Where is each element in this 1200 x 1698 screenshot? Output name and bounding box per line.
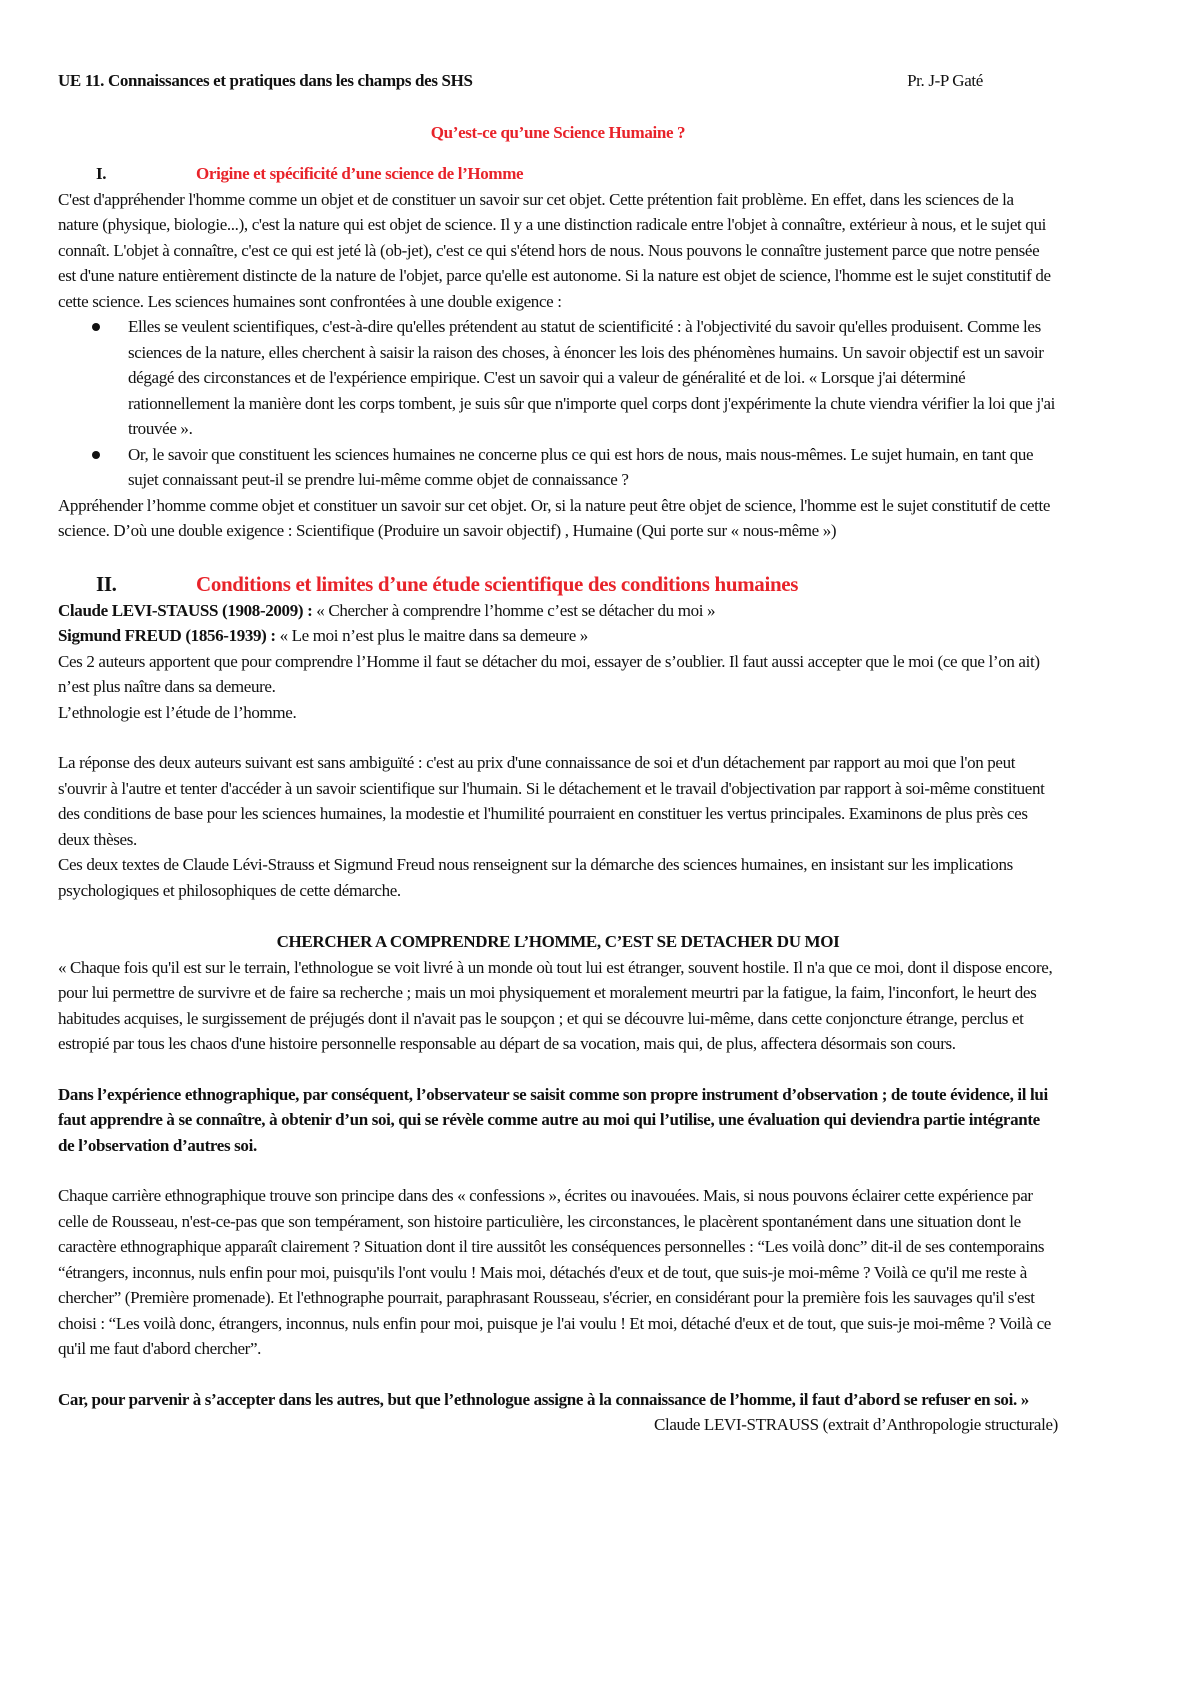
section-2-number: II. [96,571,117,596]
section-2-paragraph-2: L’ethnologie est l’étude de l’homme. [58,702,297,722]
quote-author: Sigmund FREUD (1856-1939) : [58,626,276,645]
document-title: Qu’est-ce qu’une Science Humaine ? [430,122,686,142]
spacer [58,1362,1058,1387]
bullet-text: Or, le savoir que constituent les sciences humaines ne concerne plus ce qui est hors de nous, mais nous-mêmes. Le sujet humain, en tant que sujet connaissant peut-il se prendre lui-même comme objet de connaissance ? [128,444,1034,489]
signature: Claude LEVI-STRAUSS (extrait d’Anthropologie structurale) [653,1415,1058,1434]
spacer [58,1158,1058,1183]
text-paragraph-1: « Chaque fois qu'il est sur le terrain, l'ethnologue se voit livré à un monde où tout lui est étranger, souvent hostile. Il n'a que ce moi, dont il dispose encore, pour lui permettre de survivre et de faire sa recherche ; mais un moi physiquement et moralement meurtri par la fatigue, la faim, l'inconfort, le heurt des habitudes acquises, le surgissement de préjugés dont il n'avait pas le soupçon ; et qui se découvre lui-même, dans cette conjoncture étrange, perclus et estropié par tous les chaos d'une histoire personnelle responsable au départ de sa vocation, mais qui, de plus, affectera désormais son cours. [58,957,1053,1053]
section-2-paragraph-3: La réponse des deux auteurs suivant est sans ambiguïté : c'est au prix d'une connaissance de soi et d'un détachement par rapport au moi que l'on peut s'ouvrir à l'autre et tenter d'accéder à un savoir scientifique sur l'humain. Si le détachement et le travail d'objectivation par rapport à soi-même constituent des conditions de base pour les sciences humaines, la modestie et l'humilité pourraient en constituer les vertus principales. Examinons de plus près ces deux thèses. [58,753,1045,849]
section-1-heading [58,161,1058,187]
quote-freud [58,623,1058,649]
bullet-icon [92,323,100,331]
section-2-paragraph-1: Ces 2 auteurs apportent que pour comprendre l’Homme il faut se détacher du moi, essayer de s’oublier. Il faut aussi accepter que le moi (ce que l’on ait) n’est plus naître dans sa demeure. [58,651,1040,696]
author-name: Pr. J-P Gaté [907,71,983,90]
bullet-icon [92,451,100,459]
text-paragraph-3: Chaque carrière ethnographique trouve son principe dans des « confessions », écrites ou inavouées. Mais, si nous pouvons éclairer cette expérience par celle de Rousseau, n'est-ce-pas que son tempérament, son histoire particulière, les circonstances, le placèrent spontanément dans une situation dont le caractère ethnographique apparaît clairement ? Situation dont il tire aussitôt les conséquences personnelles : “Les voilà donc” dit-il de ses contemporains “étrangers, inconnus, nuls enfin pour moi, puisqu'ils l'ont voulu ! Mais moi, détachés d'eux et de tout, que suis-je moi-même ? Voilà ce qu'il me reste à chercher” (Première promenade). Et l'ethnographe pourrait, paraphrasant Rousseau, s'écrier, en considérant pour la première fois les sauvages qu'il s'est choisi : “Les voilà donc, étrangers, inconnus, nuls enfin pour moi, puisque je l'ai voulu ! Et moi, détaché d'eux et de tout, que suis-je moi-même ? Voilà ce qu'il me faut d'abord chercher”. [58,1186,1051,1358]
section-1-intro: C'est d'appréhender l'homme comme un objet et de constituer un savoir sur cet objet. Cette prétention fait problème. En effet, dans les sciences de la nature (physique, biologie...), c'est la nature qui est objet de science. Il y a une distinction radicale entre l'objet à connaître, extérieur à nous, et le sujet qui connaît. L'objet à connaître, c'est ce qui est jeté là (ob-jet), c'est ce qui s'étend hors de nous. Nous pouvons le connaître justement parce que notre pensée est d'une nature entièrement distincte de la nature de l'objet, parce qu'elle est autonome. Si la nature est objet de science, l'homme est le sujet constitutif de cette science. Les sciences humaines sont confrontées à une double exigence : [58,189,1051,311]
bullet-text: Elles se veulent scientifiques, c'est-à-dire qu'elles prétendent au statut de scientificité : à l'objectivité du savoir qu'elles produisent. Comme les sciences de la nature, elles cherchent à saisir la raison des choses, à énoncer les lois des phénomènes humains. Un savoir objectif est un savoir dégagé des circonstances et de l'expérience empirique. C'est un savoir qui a valeur de généralité et de loi. « Lorsque j'ai déterminé rationnellement la manière dont les corps tombent, je suis sûr que n'importe quel corps dont j'expérimente la chute viendra vérifier la loi que j'ai trouvée ». [128,317,1056,438]
quote-text: « Chercher à comprendre l’homme c’est se détacher du moi » [312,600,716,620]
quote-author: Claude LEVI-STAUSS (1908-2009) : [58,600,313,620]
list-item [58,314,1058,442]
text-heading: CHERCHER A COMPRENDRE L’HOMME, C’EST SE DETACHER DU MOI [276,932,840,951]
quote-text: « Le moi n’est plus le maitre dans sa demeure » [275,626,588,645]
section-1-bullet-list [58,314,1058,493]
section-1-number: I. [96,164,107,183]
course-title: UE 11. Connaissances et pratiques dans les champs des SHS [58,71,473,90]
section-2-heading [58,570,1058,598]
document-page [58,68,1058,1438]
section-1-title: Origine et spécificité d’une science de l’Homme [196,164,524,183]
spacer [58,1057,1058,1082]
section-1-summary: Appréhender l’homme comme objet et constituer un savoir sur cet objet. Or, si la nature peut être objet de science, l'homme est le sujet constitutif de cette science. D’où une double exigence : Scientifique (Produire un savoir objectif) , Humaine (Qui porte sur « nous-même ») [58,495,1051,540]
spacer [58,725,1058,750]
section-2-paragraph-4: Ces deux textes de Claude Lévi-Strauss et Sigmund Freud nous renseignent sur la démarche des sciences humaines, en insistant sur les implications psychologiques et philosophiques de cette démarche. [58,855,1013,900]
quote-levi-strauss [58,598,1058,624]
section-2-title: Conditions et limites d’une étude scientifique des conditions humaines [196,571,799,596]
text-paragraph-2: Dans l’expérience ethnographique, par conséquent, l’observateur se saisit comme son propre instrument d’observation ; de toute évidence, il lui faut apprendre à se connaître, à obtenir d’un soi, qui se révèle comme autre au moi qui l’utilise, une évaluation qui deviendra partie intégrante de l’observation d’autres soi. [58,1084,1048,1155]
list-item [58,442,1058,493]
page-header [58,68,1058,94]
text-paragraph-4: Car, pour parvenir à s’accepter dans les autres, but que l’ethnologue assigne à la connaissance de l’homme, il faut d’abord se refuser en soi. » [58,1389,1029,1409]
